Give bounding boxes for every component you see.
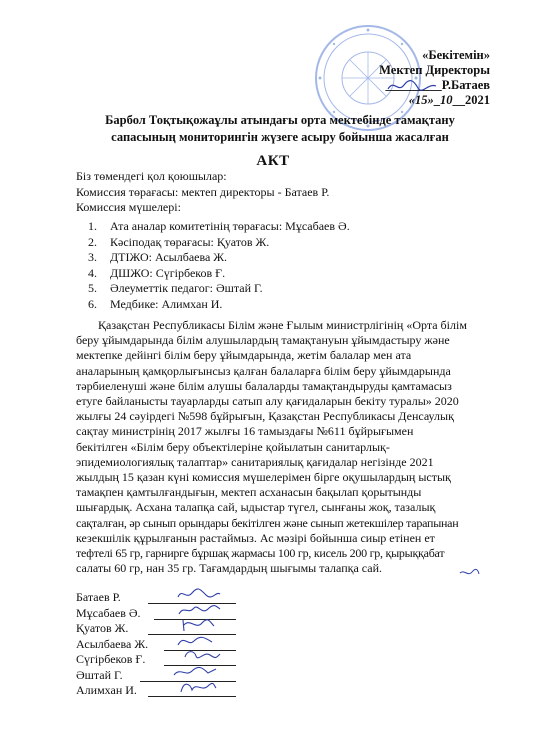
intro-line-1: Біз төмендегі қол қоюшылар:	[76, 169, 227, 183]
date-year: 2021	[465, 93, 490, 107]
body-line: сақталған, әр сынып орындары бекітілген және сынып жетекшілер тарапынан	[76, 515, 459, 530]
body-line: кезекшілік құрылғанын растаймыз. Ас мәзірі бойынша сиыр етінен ет	[76, 530, 435, 545]
intro-block	[76, 169, 329, 216]
signature-row: Алимхан И.	[76, 683, 148, 699]
list-item: 3. ДТІЖО: Асылбаева Ж.	[88, 250, 228, 264]
approval-director: _________Р.Батаев	[385, 78, 490, 92]
body-line: жылғы 24 сәуірдегі №598 бұйрығын, Қазақстан Республикасы Денсаулық	[76, 409, 454, 424]
list-item: 1. Ата аналар комитетінің төрағасы: Мұсабаев Ә.	[88, 219, 350, 233]
heading-line-1: Барбол Тоқтықожаұлы атындағы орта мектебінде тамақтану	[105, 113, 455, 127]
body-line: етуге байланысты тауарларды сатып алу қағидаларын бекіту туралы» 2020	[76, 394, 459, 409]
heading-line-2: сапасының мониторингін жүзеге асыру бойынша жасалған	[111, 130, 449, 144]
body-line: тамақпен қамтылғандығын, мектеп асханасын бақылап қорытынды	[76, 485, 422, 500]
list-item: 4. ДШЖО: Сүгірбеков Ғ.	[88, 265, 226, 280]
body-line: эпидемиологиялық талаптар» санитариялық қағидалар негізінде 2021	[76, 454, 434, 469]
body-line: сақтау министрінің 2017 жылғы 16 тамыздағы №611 бұйрығымен	[76, 424, 414, 439]
body-line: аналарының қамқорлығынсыз қалған балаларға білім беру ұйымдарында	[76, 363, 451, 378]
body-line: бекітілген «Білім беру объектілеріне қойылатын санитарлық-	[76, 439, 390, 454]
signature-row: Батаев Р.	[76, 590, 148, 606]
body-line: Қазақстан Республикасы Білім және Ғылым министрлігінің «Орта білім	[98, 318, 467, 332]
body-line: мектепке дейінгі білім беру ұйымдарында, жетім балалар мен ата	[76, 348, 412, 363]
document-heading	[60, 112, 500, 146]
list-item: 2. Кәсіподақ төрағасы: Қуатов Ж.	[88, 234, 270, 249]
signature-row: Әштай Г.	[76, 668, 148, 684]
body-line: шығардық. Асхана талапқа сай, ыдыстар түгел, сынғаны жоқ, тазалық	[76, 500, 436, 515]
signature-row: Мұсабаев Ә.	[76, 606, 148, 622]
body-line: салаты 60 гр, нан 35 гр. Тағамдардың шығымы талапқа сай.	[76, 561, 383, 576]
intro-line-2: Комиссия төрағасы: мектеп директоры - Батаев Р.	[76, 184, 330, 199]
act-body	[76, 318, 484, 576]
body-line: тефтелі 65 гр, гарнирге бұршақ жармасы 100 гр, кисель 200 гр, қырыққабат	[76, 546, 445, 561]
body-line: тәрбиеленуші және білім алушы балаларды тамақтандыруды қамтамасыз	[76, 378, 452, 393]
date-day: «15»	[408, 93, 434, 107]
body-line: беру ұйымдарында білім алушылардың тамақтануын ұйымдастыру және	[76, 333, 450, 348]
director-signature	[386, 77, 438, 95]
commission-members-list	[88, 219, 350, 312]
signature-row: Қуатов Ж.	[76, 621, 148, 637]
signature-row: Асылбаева Ж.	[76, 637, 148, 653]
approval-position: Мектеп Директоры	[379, 63, 490, 77]
list-item: 5. Әлеуметтік педагог: Әштай Г.	[88, 281, 263, 295]
date-month: 10	[440, 93, 453, 107]
list-item: 6. Медбике: Алимхан И.	[88, 296, 223, 311]
handwritten-mark	[458, 567, 480, 581]
signature-row: Сүгірбеков Ғ.	[76, 652, 148, 668]
signatures-block	[76, 590, 148, 699]
document-title: АКТ	[256, 153, 290, 169]
approval-label: «Бекітемін»	[422, 48, 490, 62]
signature	[178, 678, 218, 696]
body-line: жылдың 15 қазан күні комиссия мүшелерімен бірге оқушылардың ыстық	[76, 470, 451, 485]
approval-date: «15»_10__2021	[408, 93, 490, 107]
director-name: Р.Батаев	[441, 78, 490, 92]
intro-line-3: Комиссия мүшелері:	[76, 200, 181, 214]
